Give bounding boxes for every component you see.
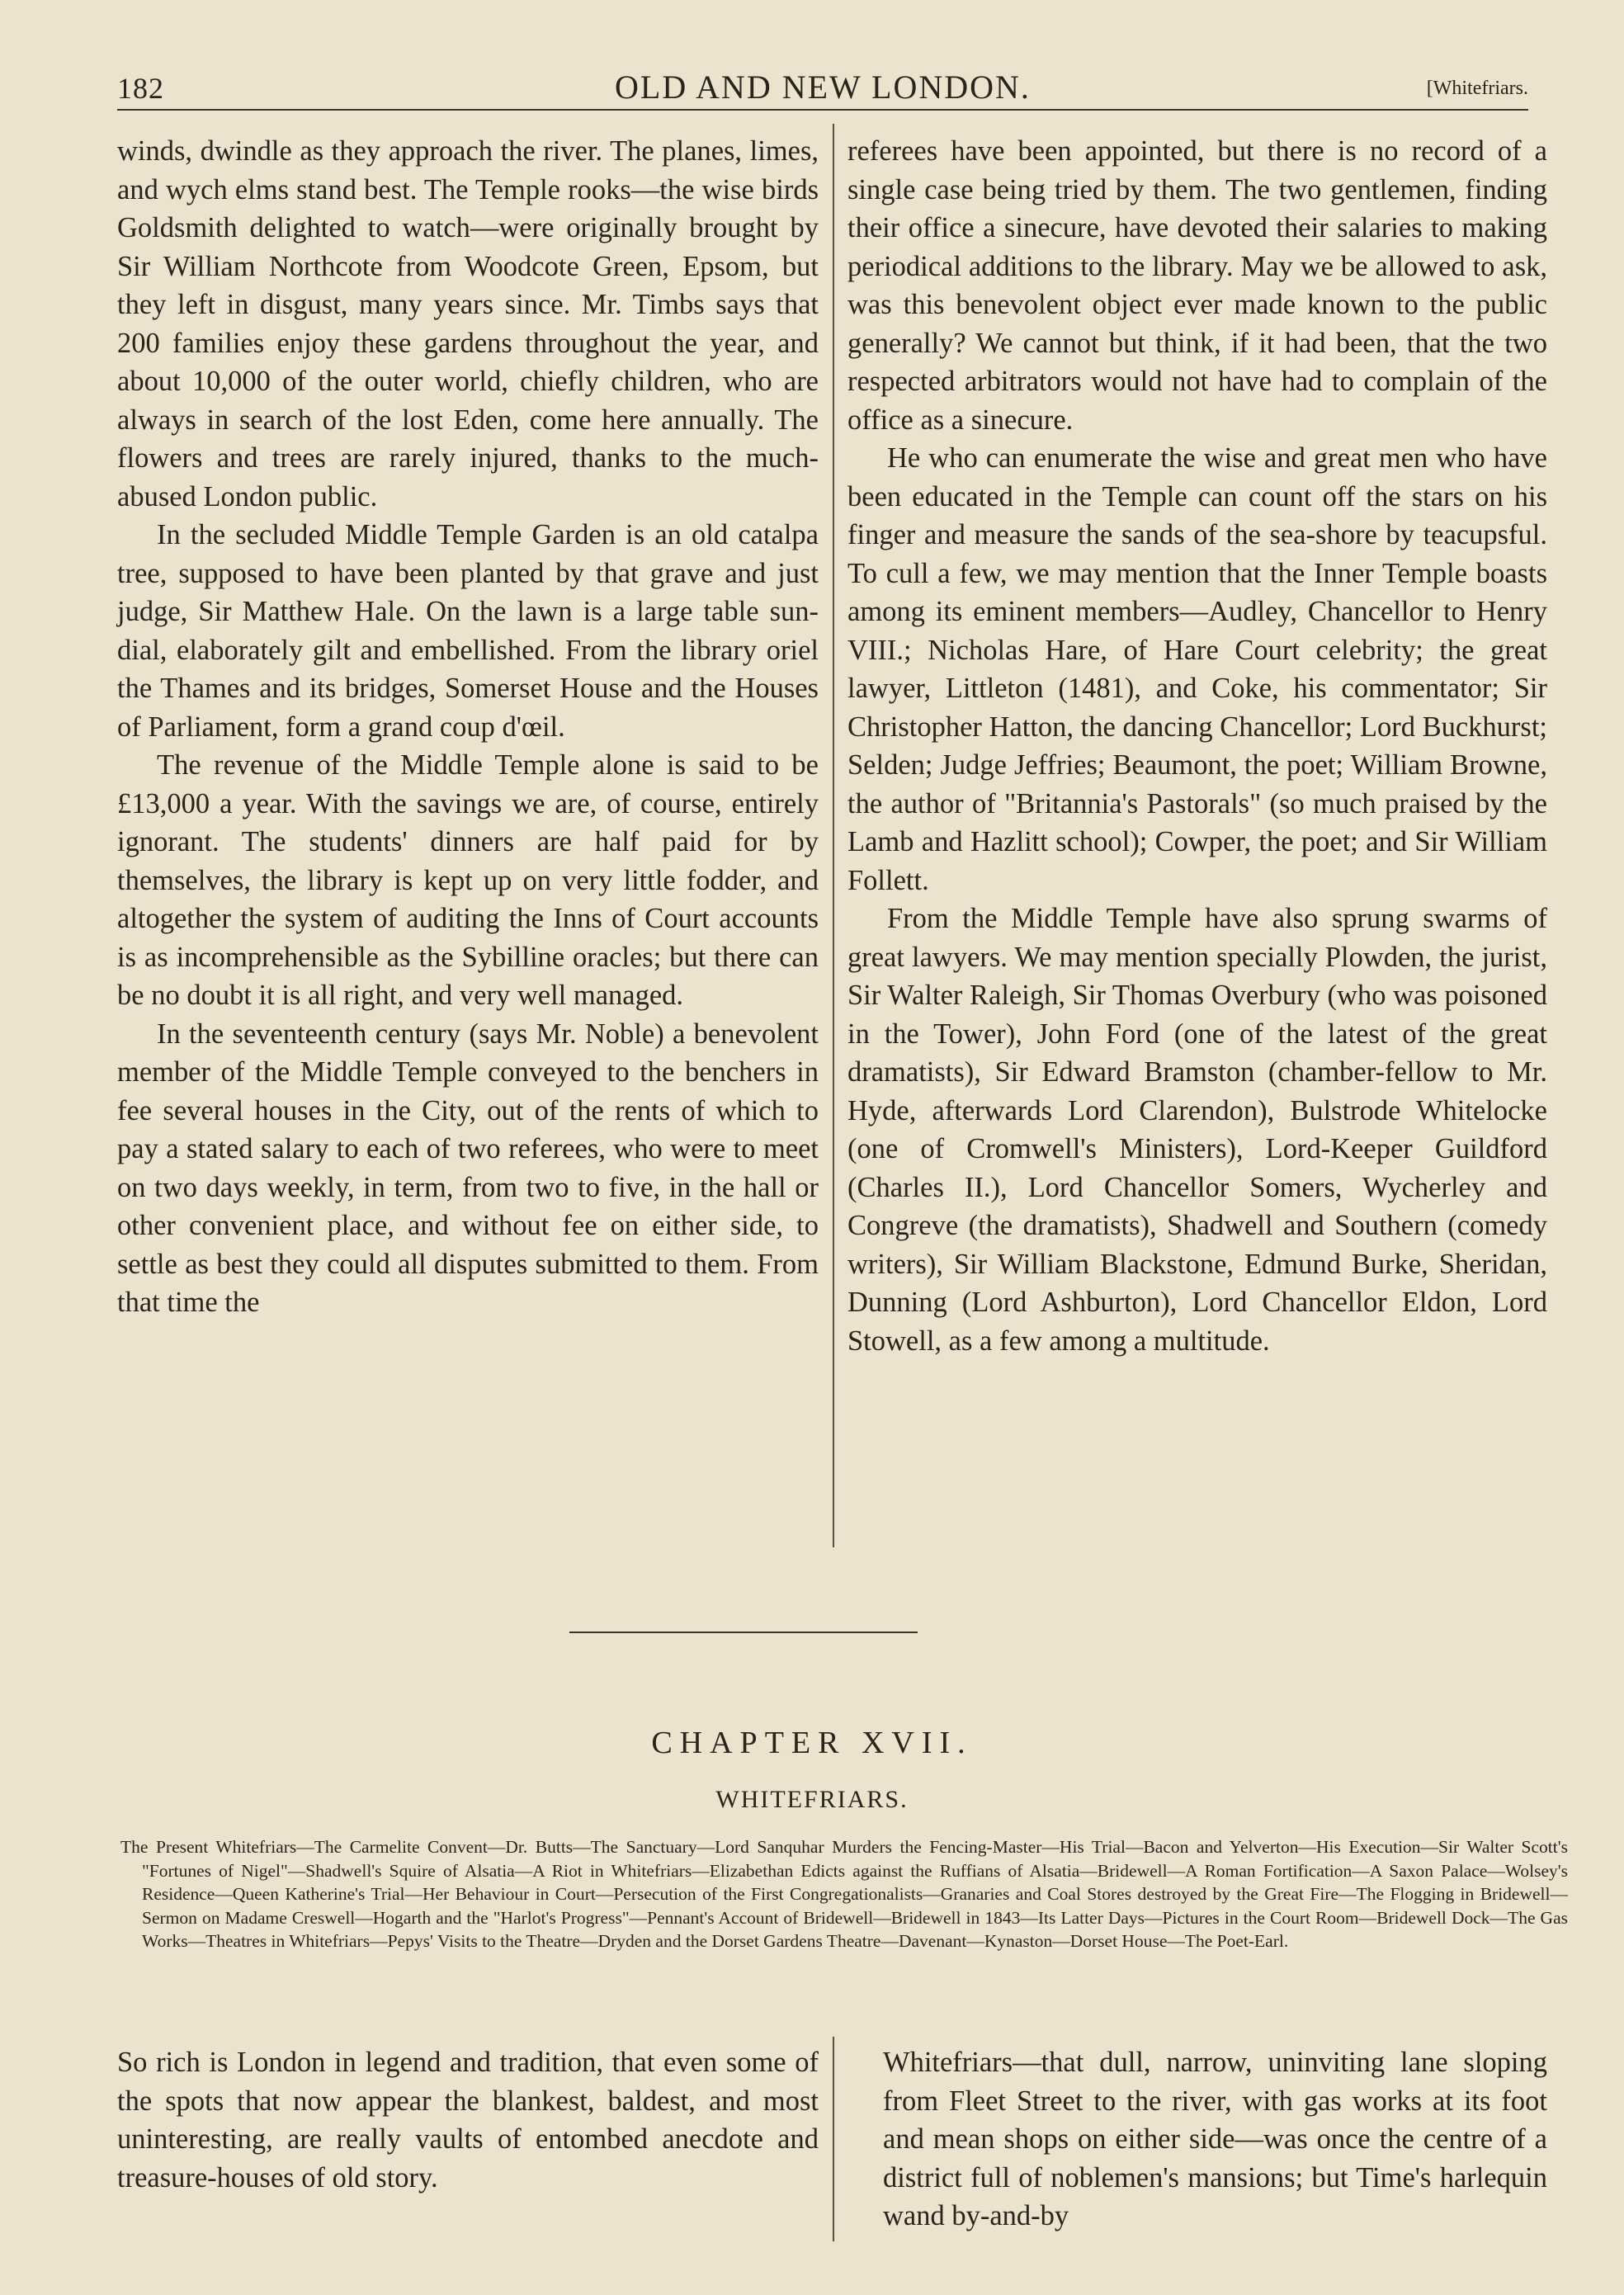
- paragraph: In the secluded Middle Temple Garden is an old catalpa tree, supposed to have been planted by that grave and just judge, Sir Matthew Hale. On the lawn is a large table sun-dial, elaborately gilt and embellished. From the library oriel the Thames and its bridges, Somerset House and the Houses of Parliament, form a grand coup d'œil.: [117, 519, 819, 743]
- paragraph: So rich is London in legend and tradition, that even some of the spots that now appear the blankest, baldest, and most uninteresting, are really vaults of entombed anecdote and treasure-houses of old story.: [117, 2047, 819, 2193]
- paragraph: winds, dwindle as they approach the river. The planes, limes, and wych elms stand best. The Temple rooks—the wise birds Goldsmith delighted to watch—were originally brought by Sir William Northcote from Woodcote Green, Epsom, but they left in disgust, many years since. Mr. Timbs says that 200 families enjoy these gardens throughout the year, and about 10,000 of the outer world, chiefly children, who are always in search of the lost Eden, come here annually. The flowers and trees are rarely injured, thanks to the much-abused London public.: [117, 135, 819, 512]
- running-header: [117, 59, 1528, 109]
- chapter-title: WHITEFRIARS.: [715, 1786, 909, 1813]
- right-column-top: [847, 132, 1547, 1360]
- paragraph: referees have been appointed, but there is no record of a single case being tried by them. The two gentlemen, finding their office a sinecure, have devoted their salaries to making periodical additions to the library. May we be allowed to ask, was this benevolent object ever made known to the public generally? We cannot but think, if it had been, that the two respected arbitrators would not have had to complain of the office as a sinecure.: [847, 135, 1547, 436]
- left-column-top: [117, 132, 819, 1322]
- header-rule: [117, 109, 1528, 111]
- column-divider: [833, 2037, 834, 2241]
- chapter-number: CHAPTER XVII.: [651, 1726, 973, 1760]
- left-column-bottom: [117, 2043, 819, 2197]
- column-divider: [833, 124, 834, 1547]
- paragraph: Whitefriars—that dull, narrow, uninviting lane sloping from Fleet Street to the river, with gas works at its foot and mean shops on either side—was once the centre of a district full of noblemen's mansions; but Time's harlequin wand by-and-by: [883, 2047, 1547, 2231]
- chapter-synopsis: The Present Whitefriars—The Carmelite Convent—Dr. Butts—The Sanctuary—Lord Sanquhar Murders the Fencing-Master—His Trial—Bacon and Yelverton—His Execution—Sir Walter Scott's "Fortunes of Nigel"—Shadwell's Squire of Alsatia—A Riot in Whitefriars—Elizabethan Edicts against the Ruffians of Alsatia—Bridewell—A Roman Fortification—A Saxon Palace—Wolsey's Residence—Queen Katherine's Trial—Her Behaviour in Court—Persecution of the First Congregationalists—Granaries and Coal Stores destroyed by the Great Fire—The Flogging in Bridewell—Sermon on Madame Creswell—Hogarth and the "Harlot's Progress"—Pennant's Account of Bridewell—Bridewell in 1843—Its Latter Days—Pictures in the Court Room—Bridewell Dock—The Gas Works—Theatres in Whitefriars—Pepys' Visits to the Theatre—Dryden and the Dorset Gardens Theatre—Davenant—Kynaston—Dorset House—The Poet-Earl.: [120, 1837, 1568, 1951]
- page-number: 182: [117, 72, 164, 105]
- chapter-separator-rule: [569, 1632, 918, 1633]
- paragraph: From the Middle Temple have also sprung swarms of great lawyers. We may mention specially Plowden, the jurist, Sir Walter Raleigh, Sir Thomas Overbury (who was poisoned in the Tower), John Ford (one of the latest of the great dramatists), Sir Edward Bramston (chamber-fellow to Mr. Hyde, afterwards Lord Clarendon), Bulstrode Whitelocke (one of Cromwell's Ministers), Lord-Keeper Guildford (Charles II.), Lord Chancellor Somers, Wycherley and Congreve (the dramatists), Shadwell and Southern (comedy writers), Sir William Blackstone, Edmund Burke, Sheridan, Dunning (Lord Ashburton), Lord Chancellor Eldon, Lord Stowell, as a few among a multitude.: [847, 903, 1547, 1357]
- paragraph: The revenue of the Middle Temple alone is said to be £13,000 a year. With the savings we are, of course, entirely ignorant. The students' dinners are half paid for by themselves, the library is kept up on very little fodder, and altogether the system of auditing the Inns of Court accounts is as incomprehensible as the Sybilline oracles; but there can be no doubt it is all right, and very well managed.: [117, 749, 819, 1011]
- paragraph: In the seventeenth century (says Mr. Noble) a benevolent member of the Middle Temple conveyed to the benchers in fee several houses in the City, out of the rents of which to pay a stated salary to each of two referees, who were to meet on two days weekly, in term, from two to five, in the hall or other convenient place, and without fee on either side, to settle as best they could all disputes submitted to them. From that time the: [117, 1018, 819, 1318]
- paragraph: He who can enumerate the wise and great men who have been educated in the Temple can count off the stars on his finger and measure the sands of the sea-shore by teacupsful. To cull a few, we may mention that the Inner Temple boasts among its eminent members—Audley, Chancellor to Henry VIII.; Nicholas Hare, of Hare Court celebrity; the great lawyer, Littleton (1481), and Coke, his commentator; Sir Christopher Hatton, the dancing Chancellor; Lord Buckhurst; Selden; Judge Jeffries; Beaumont, the poet; William Browne, the author of "Britannia's Pastorals" (so much praised by the Lamb and Hazlitt school); Cowper, the poet; and Sir William Follett.: [847, 442, 1547, 896]
- section-reference: [Whitefriars.: [1426, 78, 1528, 99]
- running-title: OLD AND NEW LONDON.: [615, 68, 1031, 106]
- right-column-bottom: [883, 2043, 1547, 2236]
